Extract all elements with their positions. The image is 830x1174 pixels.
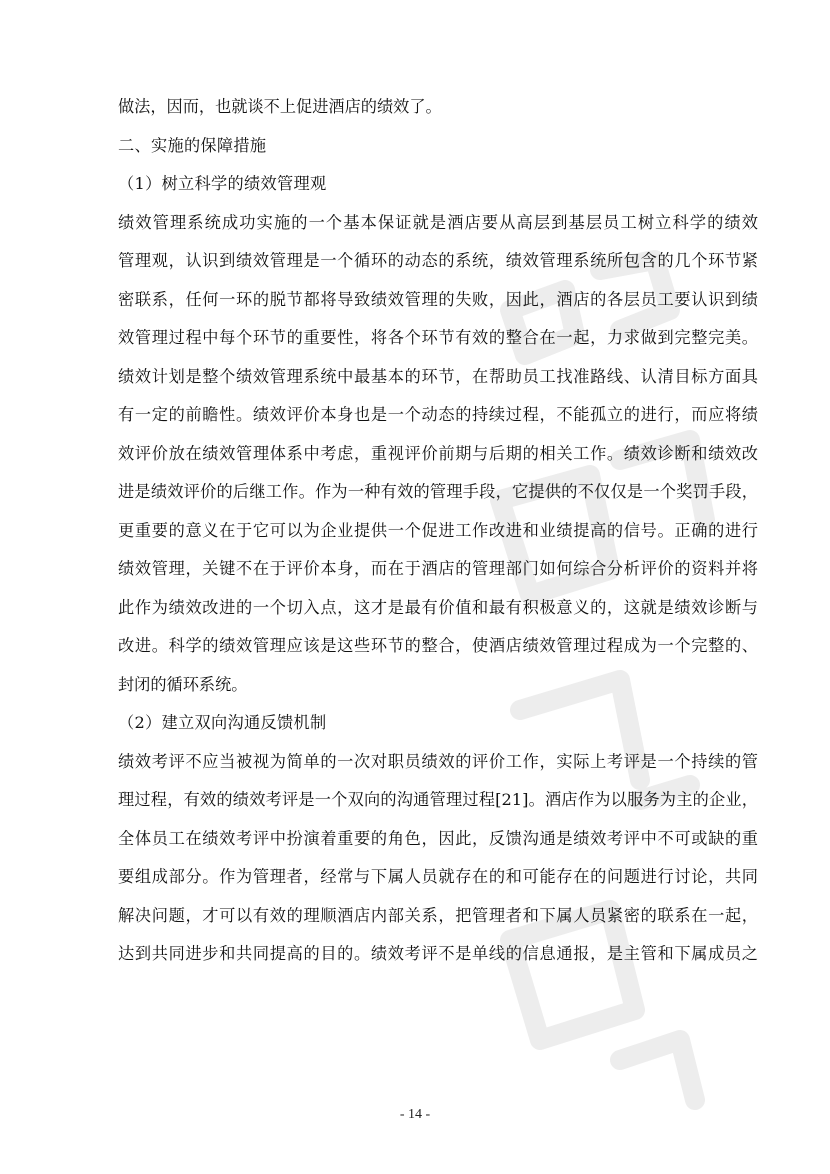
paragraph-line: 理过程，有效的绩效考评是一个双向的沟通管理过程[21]。酒店作为以服务为主的企业， (118, 790, 758, 809)
paragraph-line: 绩效考评不应当被视为简单的一次对职员绩效的评价工作，实际上考评是一个持续的管 (118, 751, 758, 771)
paragraph-line: 有一定的前瞻性。绩效评价本身也是一个动态的持续过程，不能孤立的进行，而应将绩 (118, 405, 758, 424)
paragraph-line: 此作为绩效改进的一个切入点，这才是最有价值和最有积极意义的，这就是绩效诊断与 (118, 597, 758, 617)
paragraph-line: 绩效管理，关键不在于评价本身，而在于酒店的管理部门如何综合分析评价的资料并将 (118, 559, 758, 578)
paragraph-line: 效评价放在绩效管理体系中考虑，重视评价前期与后期的相关工作。绩效诊断和绩效改 (118, 443, 758, 463)
paragraph-line: 密联系，任何一环的脱节都将导致绩效管理的失败，因此，酒店的各层员工要认识到绩 (118, 289, 758, 309)
paragraph-line: 达到共同进步和共同提高的目的。绩效考评不是单线的信息通报，是主管和下属成员之 (118, 944, 758, 963)
paragraph-line: 全体员工在绩效考评中扮演着重要的角色，因此，反馈沟通是绩效考评中不可或缺的重 (118, 828, 758, 848)
paragraph-line: 管理观，认识到绩效管理是一个循环的动态的系统，绩效管理系统所包含的几个环节紧 (118, 251, 758, 270)
section-heading: 二、实施的保障措施 (118, 135, 267, 155)
paragraph-line: 封闭的循环系统。 (118, 674, 248, 694)
paragraph-line: 解决问题，才可以有效的理顺酒店内部关系，把管理者和下属人员紧密的联系在一起， (118, 905, 758, 925)
paragraph-line: 绩效计划是整个绩效管理系统中最基本的环节，在帮助员工找准路线、认清目标方面具 (118, 366, 758, 386)
paragraph-line: 更重要的意义在于它可以为企业提供一个促进工作改进和业绩提高的信号。正确的进行 (118, 520, 758, 540)
paragraph-line: 要组成部分。作为管理者，经常与下属人员就存在的和可能存在的问题进行讨论，共同 (118, 867, 758, 886)
paragraph-line: 做法，因而，也就谈不上促进酒店的绩效了。 (118, 97, 442, 116)
document-body (118, 88, 758, 974)
paragraph-line: 效管理过程中每个环节的重要性，将各个环节有效的整合在一起，力求做到完整完美。 (118, 328, 758, 347)
subsection-heading: （2）建立双向沟通反馈机制 (118, 713, 327, 732)
paragraph-line: 进是绩效评价的后继工作。作为一种有效的管理手段，它提供的不仅仅是一个奖罚手段， (118, 482, 758, 501)
page-number: - 14 - (399, 1107, 431, 1122)
subsection-heading: （1）树立科学的绩效管理观 (118, 174, 327, 193)
paragraph-line: 绩效管理系统成功实施的一个基本保证就是酒店要从高层到基层员工树立科学的绩效 (118, 212, 758, 232)
paragraph-line: 改进。科学的绩效管理应该是这些环节的整合，使酒店绩效管理过程成为一个完整的、 (118, 636, 758, 655)
